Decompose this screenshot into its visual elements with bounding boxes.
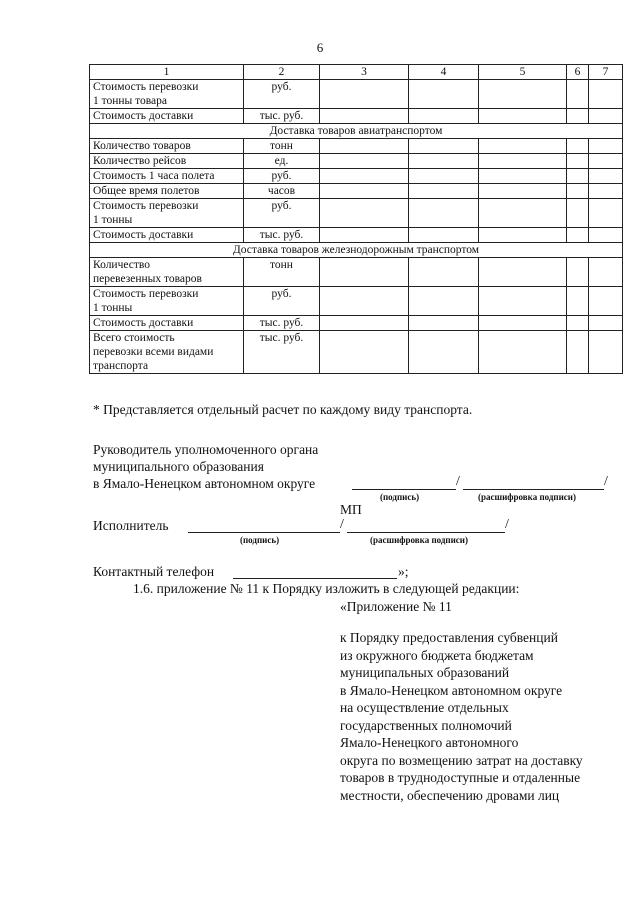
appendix-line: муниципальных образований bbox=[340, 665, 510, 680]
empty-cell bbox=[589, 331, 623, 374]
empty-cell bbox=[589, 109, 623, 124]
empty-cell bbox=[589, 184, 623, 199]
row-unit: часов bbox=[244, 184, 320, 199]
empty-cell bbox=[567, 331, 589, 374]
table-row bbox=[90, 287, 623, 316]
empty-cell bbox=[567, 154, 589, 169]
row-label: Стоимость 1 часа полета bbox=[90, 169, 244, 184]
row-unit: ед. bbox=[244, 154, 320, 169]
empty-cell bbox=[409, 169, 479, 184]
empty-cell bbox=[409, 154, 479, 169]
row-unit: тыс. руб. bbox=[244, 331, 320, 374]
appendix-line: из окружного бюджета бюджетам bbox=[340, 647, 534, 663]
empty-cell bbox=[479, 169, 567, 184]
row-label: Количество перевезенных товаров bbox=[90, 258, 244, 287]
empty-cell bbox=[567, 139, 589, 154]
empty-cell bbox=[479, 80, 567, 109]
head-sign-caption: (подпись) bbox=[380, 492, 420, 502]
phone-label: Контактный телефон bbox=[93, 564, 215, 579]
row-label: Стоимость перевозки 1 тонны bbox=[90, 199, 244, 228]
head-signature-line bbox=[352, 489, 456, 490]
executor-slash-1: / bbox=[340, 517, 344, 532]
amendment-text: 1.6. приложение № 11 к Порядку изложить в следующей редакции: bbox=[133, 581, 520, 596]
section-header-row bbox=[90, 124, 623, 139]
column-header: 7 bbox=[589, 65, 623, 80]
appendix-line: товаров в труднодоступные и отдаленные bbox=[340, 770, 581, 785]
row-unit: руб. bbox=[244, 80, 320, 109]
empty-cell bbox=[479, 228, 567, 243]
row-unit: тыс. руб. bbox=[244, 109, 320, 124]
row-label: Стоимость перевозки 1 тонны bbox=[90, 287, 244, 316]
empty-cell bbox=[589, 154, 623, 169]
column-header: 3 bbox=[320, 65, 409, 80]
appendix-line: местности, обеспечению дровами лиц bbox=[340, 787, 560, 803]
appendix-line: на осуществление отдельных bbox=[340, 700, 509, 715]
row-unit: тыс. руб. bbox=[244, 228, 320, 243]
phone-end: »; bbox=[398, 564, 409, 579]
empty-cell bbox=[409, 331, 479, 374]
table-row bbox=[90, 199, 623, 228]
page-number: 6 bbox=[316, 40, 324, 55]
empty-cell bbox=[589, 228, 623, 243]
empty-cell bbox=[320, 169, 409, 184]
column-header: 4 bbox=[409, 65, 479, 80]
empty-cell bbox=[479, 109, 567, 124]
footnote: * Представляется отдельный расчет по каждому виду транспорта. bbox=[93, 402, 473, 417]
head-decode-caption: (расшифровка подписи) bbox=[478, 492, 576, 502]
empty-cell bbox=[567, 80, 589, 109]
row-label: Стоимость доставки bbox=[90, 316, 244, 331]
empty-cell bbox=[589, 287, 623, 316]
row-unit: тонн bbox=[244, 258, 320, 287]
row-label: Количество товаров bbox=[90, 139, 244, 154]
row-unit: руб. bbox=[244, 199, 320, 228]
executor-decode-caption: (расшифровка подписи) bbox=[370, 535, 468, 545]
row-label: Количество рейсов bbox=[90, 154, 244, 169]
row-unit: руб. bbox=[244, 169, 320, 184]
executor-signature-line bbox=[188, 532, 340, 533]
empty-cell bbox=[589, 316, 623, 331]
column-header: 6 bbox=[567, 65, 589, 80]
table-row bbox=[90, 80, 623, 109]
row-label: Общее время полетов bbox=[90, 184, 244, 199]
table-row bbox=[90, 109, 623, 124]
head-title-line-3: в Ямало-Ненецком автономном округе bbox=[93, 476, 316, 491]
empty-cell bbox=[479, 199, 567, 228]
empty-cell bbox=[479, 139, 567, 154]
empty-cell bbox=[479, 154, 567, 169]
section-title: Доставка товаров авиатранспортом bbox=[90, 124, 623, 139]
empty-cell bbox=[589, 80, 623, 109]
empty-cell bbox=[409, 109, 479, 124]
appendix-line: к Порядку предоставления субвенций bbox=[340, 630, 558, 645]
section-header-row bbox=[90, 243, 623, 258]
appendix-line: в Ямало-Ненецком автономном округе bbox=[340, 682, 563, 698]
head-slash-2: / bbox=[604, 474, 608, 489]
empty-cell bbox=[567, 184, 589, 199]
row-unit: тонн bbox=[244, 139, 320, 154]
appendix-line: округа по возмещению затрат на доставку bbox=[340, 752, 583, 768]
row-label: Стоимость доставки bbox=[90, 109, 244, 124]
row-unit: тыс. руб. bbox=[244, 316, 320, 331]
empty-cell bbox=[567, 287, 589, 316]
empty-cell bbox=[479, 316, 567, 331]
table-body bbox=[90, 65, 623, 374]
row-label: Всего стоимость перевозки всеми видами транспорта bbox=[90, 331, 244, 374]
row-label: Стоимость перевозки 1 тонны товара bbox=[90, 80, 244, 109]
empty-cell bbox=[409, 316, 479, 331]
table-row bbox=[90, 139, 623, 154]
empty-cell bbox=[320, 80, 409, 109]
empty-cell bbox=[320, 154, 409, 169]
appendix-line: Ямало-Ненецкого автономного bbox=[340, 735, 519, 750]
delivery-cost-table bbox=[89, 64, 623, 374]
empty-cell bbox=[409, 184, 479, 199]
empty-cell bbox=[409, 199, 479, 228]
empty-cell bbox=[567, 316, 589, 331]
table-row bbox=[90, 258, 623, 287]
table-row bbox=[90, 228, 623, 243]
empty-cell bbox=[567, 199, 589, 228]
executor-sign-caption: (подпись) bbox=[240, 535, 280, 545]
stamp-place: МП bbox=[340, 502, 362, 517]
empty-cell bbox=[320, 287, 409, 316]
section-title: Доставка товаров железнодорожным транспортом bbox=[90, 243, 623, 258]
head-slash-1: / bbox=[456, 474, 460, 489]
empty-cell bbox=[320, 316, 409, 331]
empty-cell bbox=[320, 184, 409, 199]
head-decode-line bbox=[463, 489, 604, 490]
empty-cell bbox=[409, 258, 479, 287]
table-row bbox=[90, 169, 623, 184]
table-header-row bbox=[90, 65, 623, 80]
head-title-line-2: муниципального образования bbox=[93, 459, 264, 474]
executor-label: Исполнитель bbox=[93, 518, 169, 533]
empty-cell bbox=[479, 258, 567, 287]
empty-cell bbox=[479, 331, 567, 374]
executor-decode-line bbox=[347, 532, 505, 533]
table-row bbox=[90, 331, 623, 374]
phone-line bbox=[233, 578, 397, 579]
row-unit: руб. bbox=[244, 287, 320, 316]
empty-cell bbox=[409, 228, 479, 243]
empty-cell bbox=[479, 184, 567, 199]
empty-cell bbox=[320, 258, 409, 287]
empty-cell bbox=[409, 80, 479, 109]
empty-cell bbox=[567, 228, 589, 243]
column-header: 5 bbox=[479, 65, 567, 80]
table-row bbox=[90, 316, 623, 331]
empty-cell bbox=[479, 287, 567, 316]
empty-cell bbox=[589, 199, 623, 228]
empty-cell bbox=[320, 228, 409, 243]
empty-cell bbox=[567, 169, 589, 184]
column-header: 1 bbox=[90, 65, 244, 80]
empty-cell bbox=[320, 199, 409, 228]
empty-cell bbox=[409, 287, 479, 316]
appendix-text bbox=[340, 629, 583, 804]
empty-cell bbox=[320, 139, 409, 154]
empty-cell bbox=[567, 109, 589, 124]
executor-slash-2: / bbox=[505, 517, 509, 532]
row-label: Стоимость доставки bbox=[90, 228, 244, 243]
column-header: 2 bbox=[244, 65, 320, 80]
table-row bbox=[90, 184, 623, 199]
empty-cell bbox=[320, 109, 409, 124]
table-row bbox=[90, 154, 623, 169]
empty-cell bbox=[567, 258, 589, 287]
empty-cell bbox=[589, 169, 623, 184]
appendix-title: «Приложение № 11 bbox=[340, 599, 452, 614]
appendix-line: государственных полномочий bbox=[340, 717, 512, 733]
empty-cell bbox=[589, 258, 623, 287]
empty-cell bbox=[409, 139, 479, 154]
head-title-line-1: Руководитель уполномоченного органа bbox=[93, 442, 319, 457]
empty-cell bbox=[320, 331, 409, 374]
empty-cell bbox=[589, 139, 623, 154]
